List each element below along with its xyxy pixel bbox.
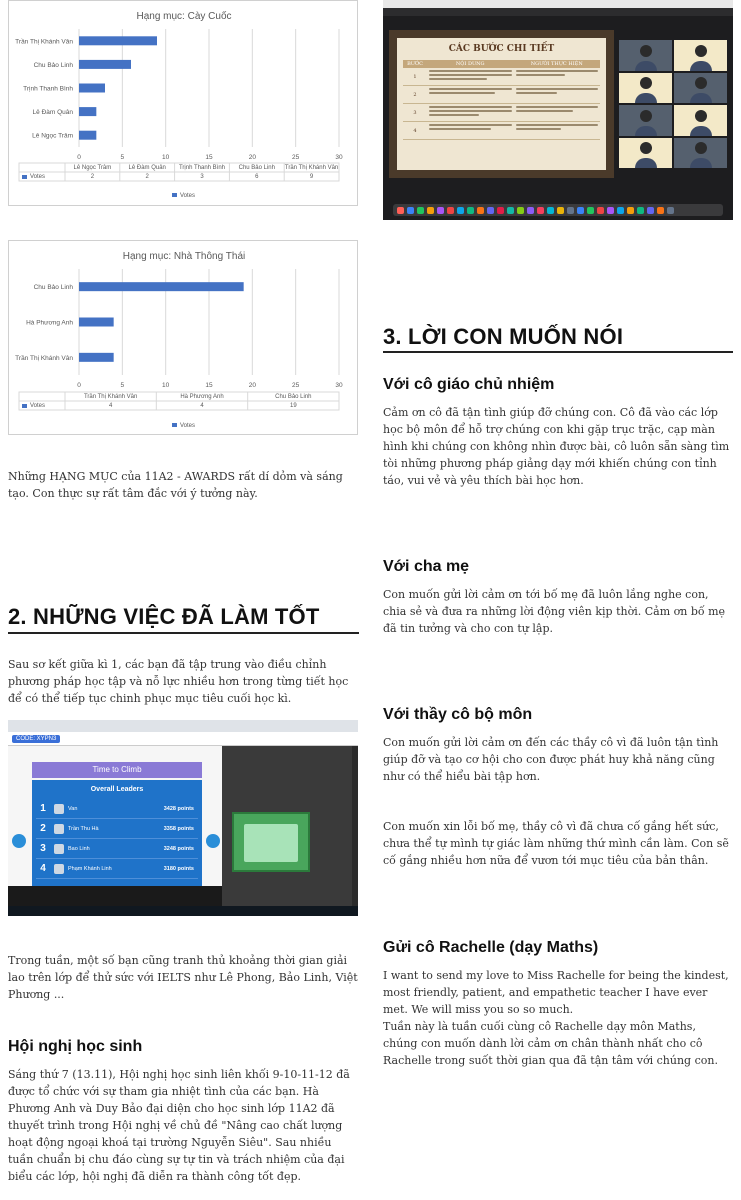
data-table-value: 6 [255,174,259,180]
data-table-value: 2 [145,174,149,180]
chart-cay-cuoc [8,0,358,206]
data-table-value: 19 [289,403,297,409]
slide-row: 3 [403,104,600,122]
rachelle-paragraph-en: I want to send my love to Miss Rachelle for being the kindest, most friendly, patient, and empathetic teacher I have ever met. We will miss you so so much. [383,969,729,1016]
slide-row: 2 [403,86,600,104]
class-code: CODE: XYPN3 [12,735,60,743]
y-category-label: Chu Bảo Linh [33,284,73,292]
next-arrow-icon [206,834,220,848]
rachelle-paragraph-vi: Tuần này là tuần cuối cùng cô Rachelle dạy môn Maths, chúng con muốn dành lời cảm ơn chân thành nhất cho cô Rachelle trong suốt thời gian qua đã tận tâm với chúng con. [383,1020,718,1067]
data-table-header: Trần Thị Khánh Vân [83,394,138,400]
bar [79,107,96,116]
data-table-value: 9 [309,174,314,180]
chart-title: Hạng mục: Nhà Thông Thái [122,251,246,262]
slide-row: 4 [403,122,600,140]
legend-key [172,423,177,427]
avatar [54,824,64,834]
zoom-meeting-screenshot [383,0,733,220]
subject-title: Với thầy cô bộ môn [383,706,533,723]
browser-tabs [8,720,358,732]
participant-gallery [619,40,727,168]
slide-col-step: BƯỚC [407,61,423,67]
y-category-label: Trần Thị Khánh Vân [15,38,73,46]
y-category-label: Hà Phương Anh [26,319,73,327]
leaderboard-row: 1 Van 3428 points [36,799,198,819]
windows-taskbar [8,906,358,916]
data-table-legend-key [22,175,27,179]
x-tick-label: 20 [248,154,256,161]
chart-title: Hạng mục: Cày Cuốc [136,11,232,22]
mac-dock [393,204,723,216]
participant-tile [674,73,727,104]
data-table-header: Chu Bảo Linh [275,394,312,400]
legend-key [172,193,177,197]
congrats-slide [232,812,310,872]
section3-title: 3. LỜI CON MUỐN NÓI [383,324,624,349]
leaderboard-panel [8,746,222,886]
bar [79,318,114,327]
x-tick-label: 5 [120,154,125,161]
x-tick-label: 15 [205,154,213,161]
section2-paragraph: Sau sơ kết giữa kì 1, các bạn đã tập trung vào điều chỉnh phương pháp học tập và nỗ lực nhiều hơn trong từng tiết học để có thể tiếp tục chinh phục mục tiêu cuối học kì. [8,658,349,705]
data-table-header: Hà Phương Anh [180,394,224,400]
data-table-header: Trịnh Thanh Bình [178,165,226,171]
parents-paragraph: Con muốn gửi lời cảm ơn tới bố mẹ đã luôn lắng nghe con, chia sẻ và đưa ra những lời động viên kịp thời. Cảm ơn bố mẹ đã tin tưởng và cho con tự lập. [383,588,726,635]
x-tick-label: 25 [292,382,300,389]
apology-paragraph: Con muốn xin lỗi bố mẹ, thầy cô vì đã chưa cố gắng hết sức, chưa thể tự mình tự giác làm những thứ mình cần làm. Con sẽ cố gắng nhiều hơn nữa để vươn tới mục tiêu của bản thân. [383,820,729,867]
bar [79,84,105,93]
presentation-slide [389,30,614,178]
section3-rule [383,351,733,353]
bar [79,60,131,69]
x-tick-label: 0 [77,154,81,161]
x-tick-label: 30 [335,382,343,389]
participant-tile [674,40,727,71]
bar [79,36,157,45]
participant-tile [619,40,672,71]
data-table-value: 2 [90,174,95,180]
y-category-label: Trần Thị Khánh Vân [15,354,73,362]
data-table-value: 3 [200,174,204,180]
participant-tile [619,105,672,136]
slide-col-content: NỘI DUNG [455,61,485,67]
chart-cay-cuoc-svg [9,1,359,207]
teacher-paragraph: Cảm ơn cô đã tận tình giúp đỡ chúng con. Cô đã vào các lớp học bộ môn để hỗ trợ chúng con khi gặp trục trặc, cạp màn hình khi chúng con không nhìn được bài, cô luôn sẵn sàng tìm tòi những phương pháp giảng dạy mới khiến chúng con tỉnh táo, vui vẻ và yêu thích bài học hơn. [383,406,730,487]
data-table-series-label: Votes [30,174,46,180]
x-tick-label: 0 [77,382,81,389]
leaderboard-footer [8,886,222,906]
data-table-value: 4 [200,403,204,409]
data-table-header: Lê Ngọc Trâm [73,165,112,171]
slide-col-person: NGƯỜI THỰC HIỆN [530,61,583,67]
ielts-paragraph: Trong tuần, một số bạn cũng tranh thủ khoảng thời gian giải lao trên lớp để thử sức với IELTS như Lê Phong, Bảo Linh, Việt Phương ... [8,954,358,1001]
x-tick-label: 25 [292,154,300,161]
prev-arrow-icon [12,834,26,848]
leaderboard-toolbar [8,732,358,746]
participant-tile [619,138,672,169]
legend-label: Votes [180,423,196,429]
leaderboard-subtitle: Overall Leaders [90,786,144,793]
participant-tile [674,138,727,169]
teacher-title: Với cô giáo chủ nhiệm [383,376,555,393]
awards-paragraph: Những HẠNG MỤC của 11A2 - AWARDS rất dí dỏm và sáng tạo. Con thực sự rất tâm đắc với ý tưởng này. [8,470,343,500]
chart-nha-thong-thai-svg [9,241,359,436]
rachelle-title: Gửi cô Rachelle (dạy Maths) [383,939,599,956]
subject-paragraph: Con muốn gửi lời cảm ơn đến các thầy cô vì đã luôn tận tình giúp đỡ và tạo cơ hội cho con được phát huy khả năng cũng như có thể hiểu bài tập hơn. [383,736,719,783]
zoom-titlebar [383,8,733,16]
legend-label: Votes [180,193,196,199]
leaderboard-row: 3 Bao Linh 3248 points [36,839,198,859]
data-table-header: Chu Bảo Linh [238,165,275,171]
participant-tile [674,105,727,136]
avatar [54,844,64,854]
conference-title: Hội nghị học sinh [8,1038,143,1055]
data-table-header: Lê Đàm Quân [128,165,166,171]
data-table-value: 4 [108,403,113,409]
participant-tile [619,73,672,104]
conference-paragraph: Sáng thứ 7 (13.11), Hội nghị học sinh liên khối 9-10-11-12 đã được tổ chức với sự tham gia nhiệt tình của các bạn. Hà Phương Anh và Duy Bảo đại diện cho học sinh lớp 11A2 đã thuyết trình trong Hội nghị về chủ đề "Nâng cao chất lượng hoạt động ngoại khoá tại trường Nguyễn Siêu". Sau nhiều tuần chuẩn bị chu đáo cùng sự tự tin và trách nhiệm của đại biểu các lớp, hội nghị đã diễn ra thành công tốt đẹp. [8,1068,350,1183]
x-tick-label: 10 [162,154,170,161]
slide-table [403,60,600,162]
leaderboard-list [32,780,202,892]
video-call-panel [222,746,352,906]
section2-title: 2. NHỮNG VIỆC ĐÃ LÀM TỐT [8,604,320,629]
y-category-label: Trịnh Thanh Bình [23,85,73,93]
slide-row: 1 [403,68,600,86]
y-category-label: Lê Đàm Quân [32,109,73,117]
chart-nha-thong-thai [8,240,358,435]
x-tick-label: 30 [335,154,343,161]
mac-menubar [383,0,733,8]
x-tick-label: 5 [120,382,125,389]
leaderboard-row: 4 Phạm Khánh Linh 3180 points [36,859,198,879]
leaderboard-screenshot [8,720,358,916]
bar [79,282,244,291]
avatar [54,804,64,814]
parents-title: Với cha mẹ [383,558,470,575]
slide-title: CÁC BƯỚC CHI TIẾT [448,44,555,54]
data-table-series-label: Votes [30,403,46,409]
bar [79,353,114,362]
data-table-header: Trần Thị Khánh Vân [284,165,339,171]
y-category-label: Chu Bảo Linh [33,61,73,69]
x-tick-label: 15 [205,382,213,389]
avatar [54,864,64,874]
bar [79,131,96,140]
data-table-legend-key [22,404,27,408]
section2-rule [8,632,359,634]
leaderboard-banner: Time to Climb [32,762,202,778]
x-tick-label: 10 [162,382,170,389]
leaderboard-row: 2 Trần Thu Hà 3358 points [36,819,198,839]
y-category-label: Lê Ngọc Trâm [32,132,73,140]
x-tick-label: 20 [248,382,256,389]
